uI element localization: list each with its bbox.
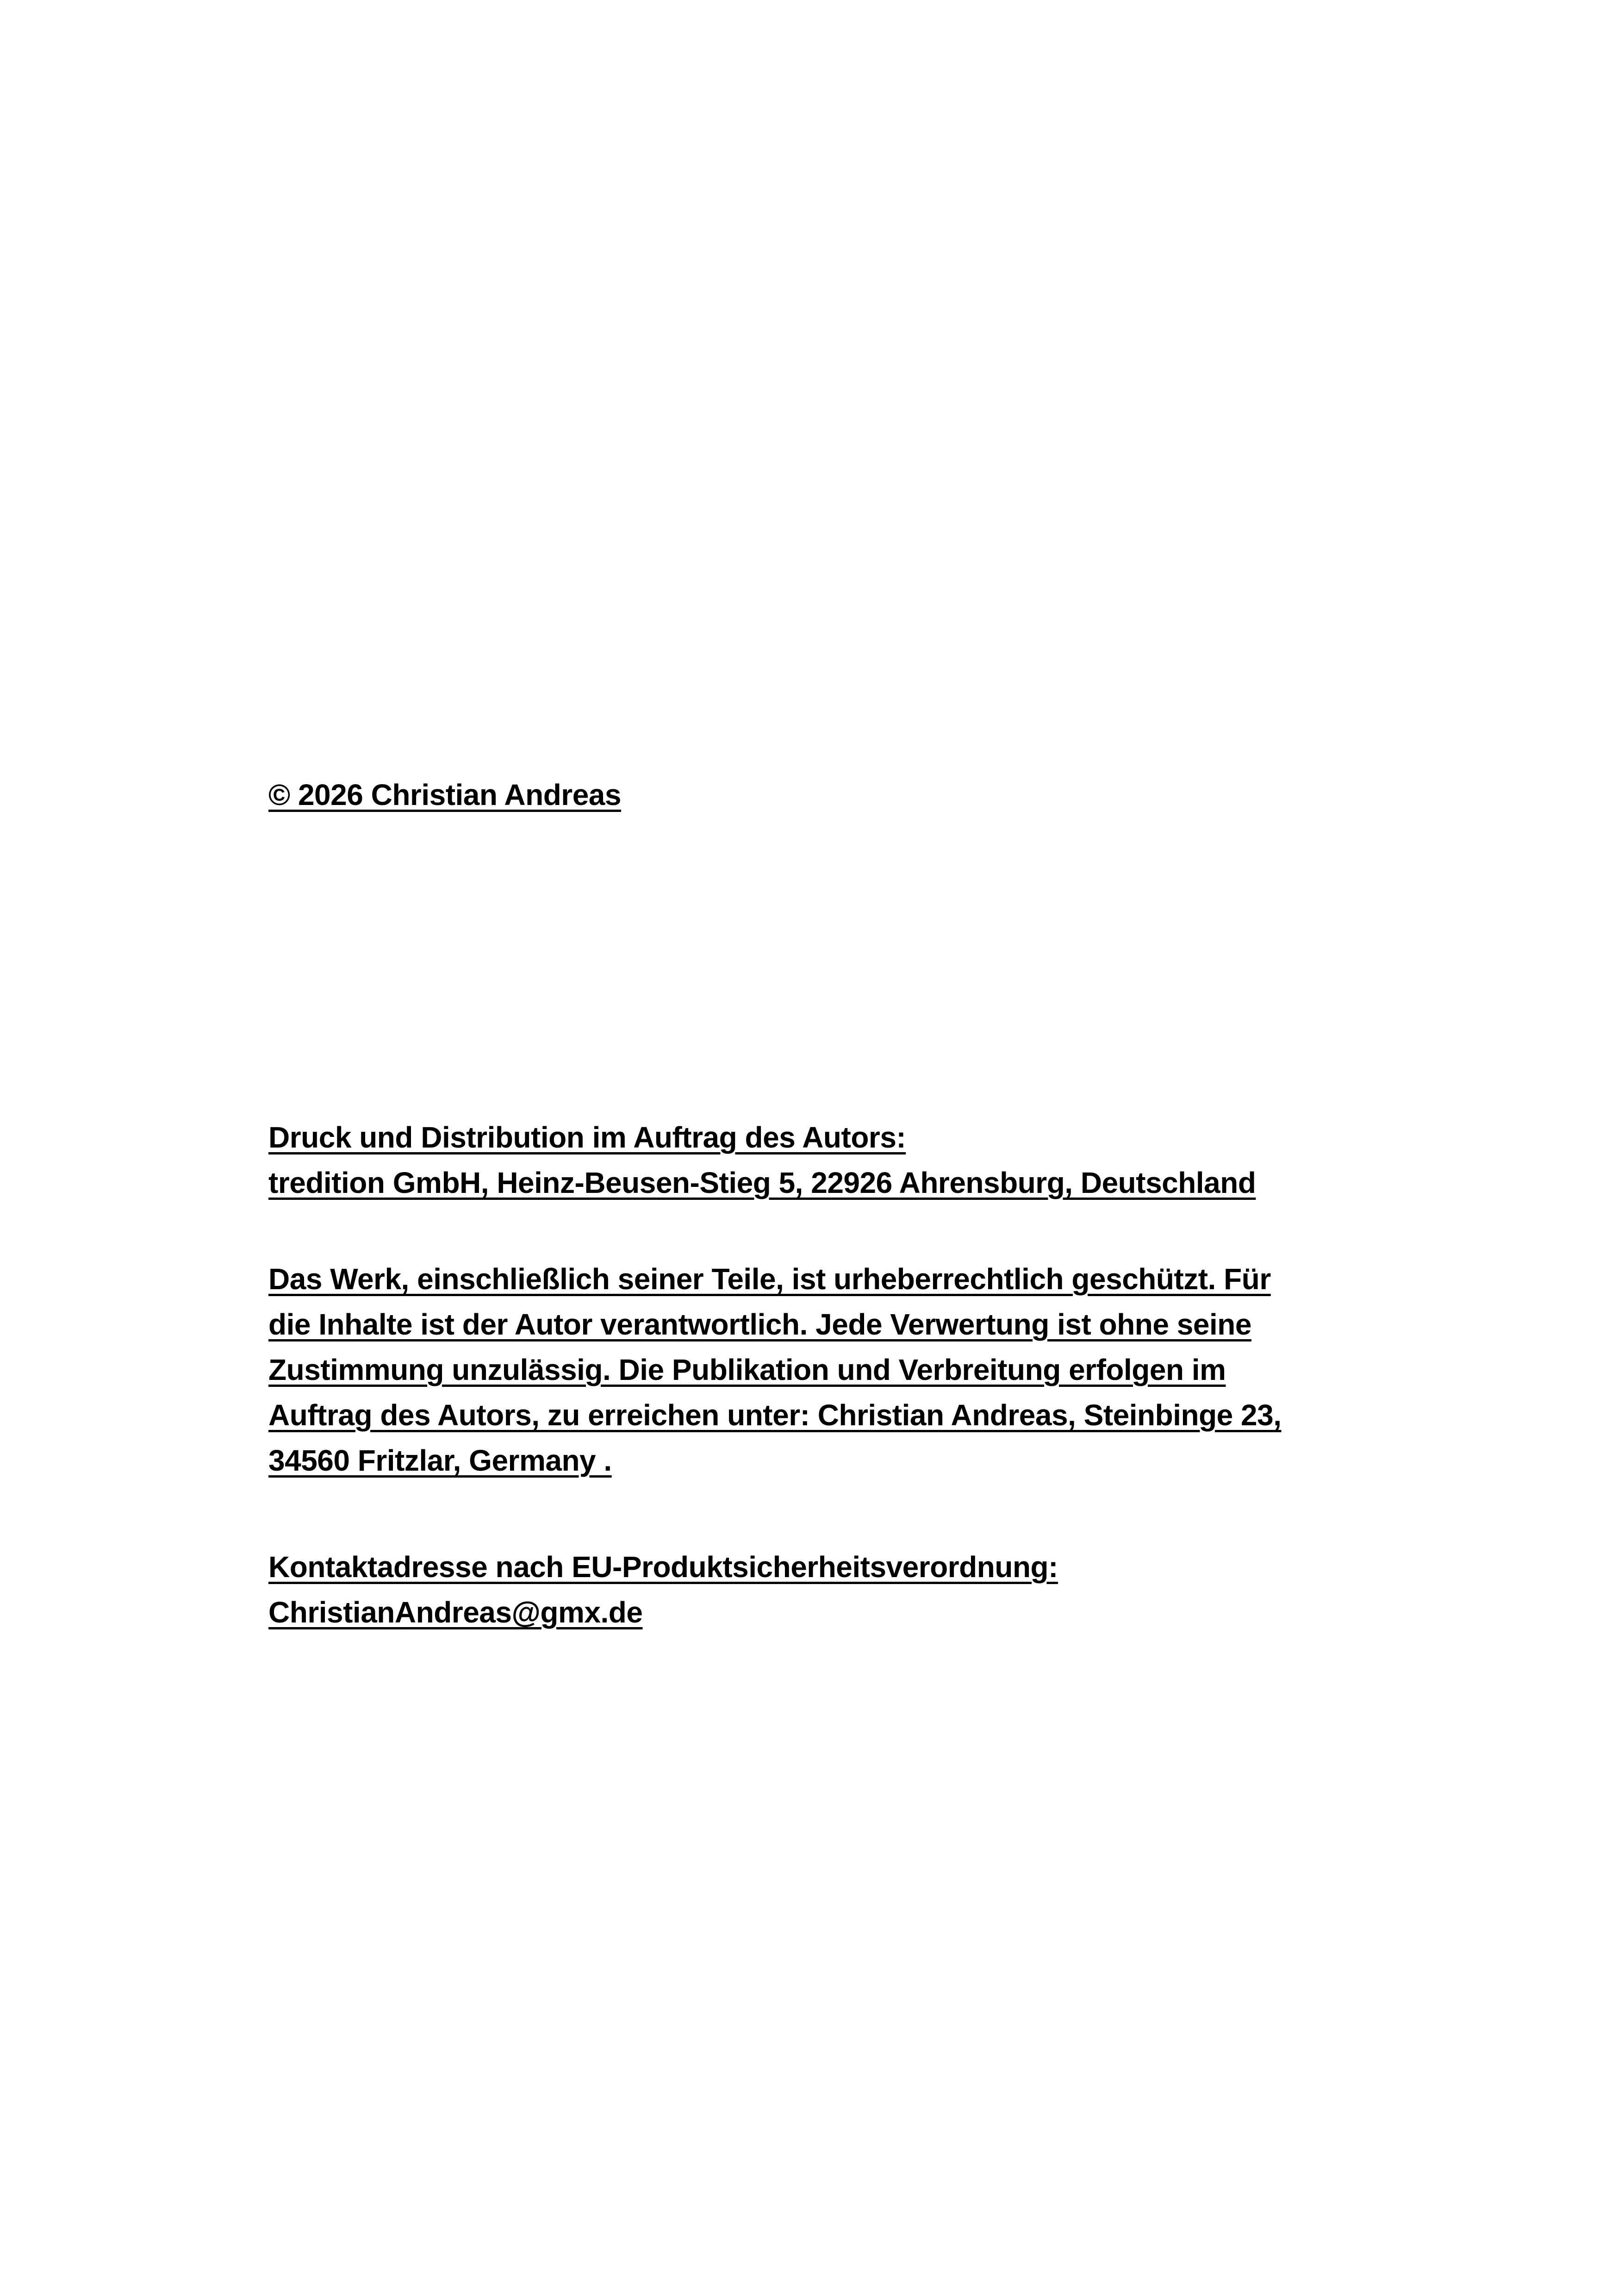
copyright-notice bbox=[268, 772, 621, 817]
contact-heading: Kontaktadresse nach EU-Produktsicherheitsverordnung: bbox=[268, 1550, 1058, 1584]
print-distribution-notice bbox=[268, 1115, 1256, 1205]
rights-line: Auftrag des Autors, zu erreichen unter: Christian Andreas, Steinbinge 23, bbox=[268, 1398, 1282, 1432]
rights-line: 34560 Fritzlar, Germany . bbox=[268, 1444, 612, 1477]
contact-notice bbox=[268, 1544, 1058, 1635]
print-distribution-heading: Druck und Distribution im Auftrag des Autors: bbox=[268, 1121, 906, 1154]
rights-notice bbox=[268, 1256, 1282, 1483]
copyright-line: © 2026 Christian Andreas bbox=[268, 778, 621, 811]
publisher-address: tredition GmbH, Heinz-Beusen-Stieg 5, 22926 Ahrensburg, Deutschland bbox=[268, 1166, 1256, 1199]
rights-line: Zustimmung unzulässig. Die Publikation und Verbreitung erfolgen im bbox=[268, 1353, 1226, 1386]
contact-email: ChristianAndreas@gmx.de bbox=[268, 1596, 643, 1629]
rights-line: die Inhalte ist der Autor verantwortlich. Jede Verwertung ist ohne seine bbox=[268, 1308, 1251, 1341]
rights-line: Das Werk, einschließlich seiner Teile, ist urheberrechtlich geschützt. Für bbox=[268, 1262, 1271, 1296]
